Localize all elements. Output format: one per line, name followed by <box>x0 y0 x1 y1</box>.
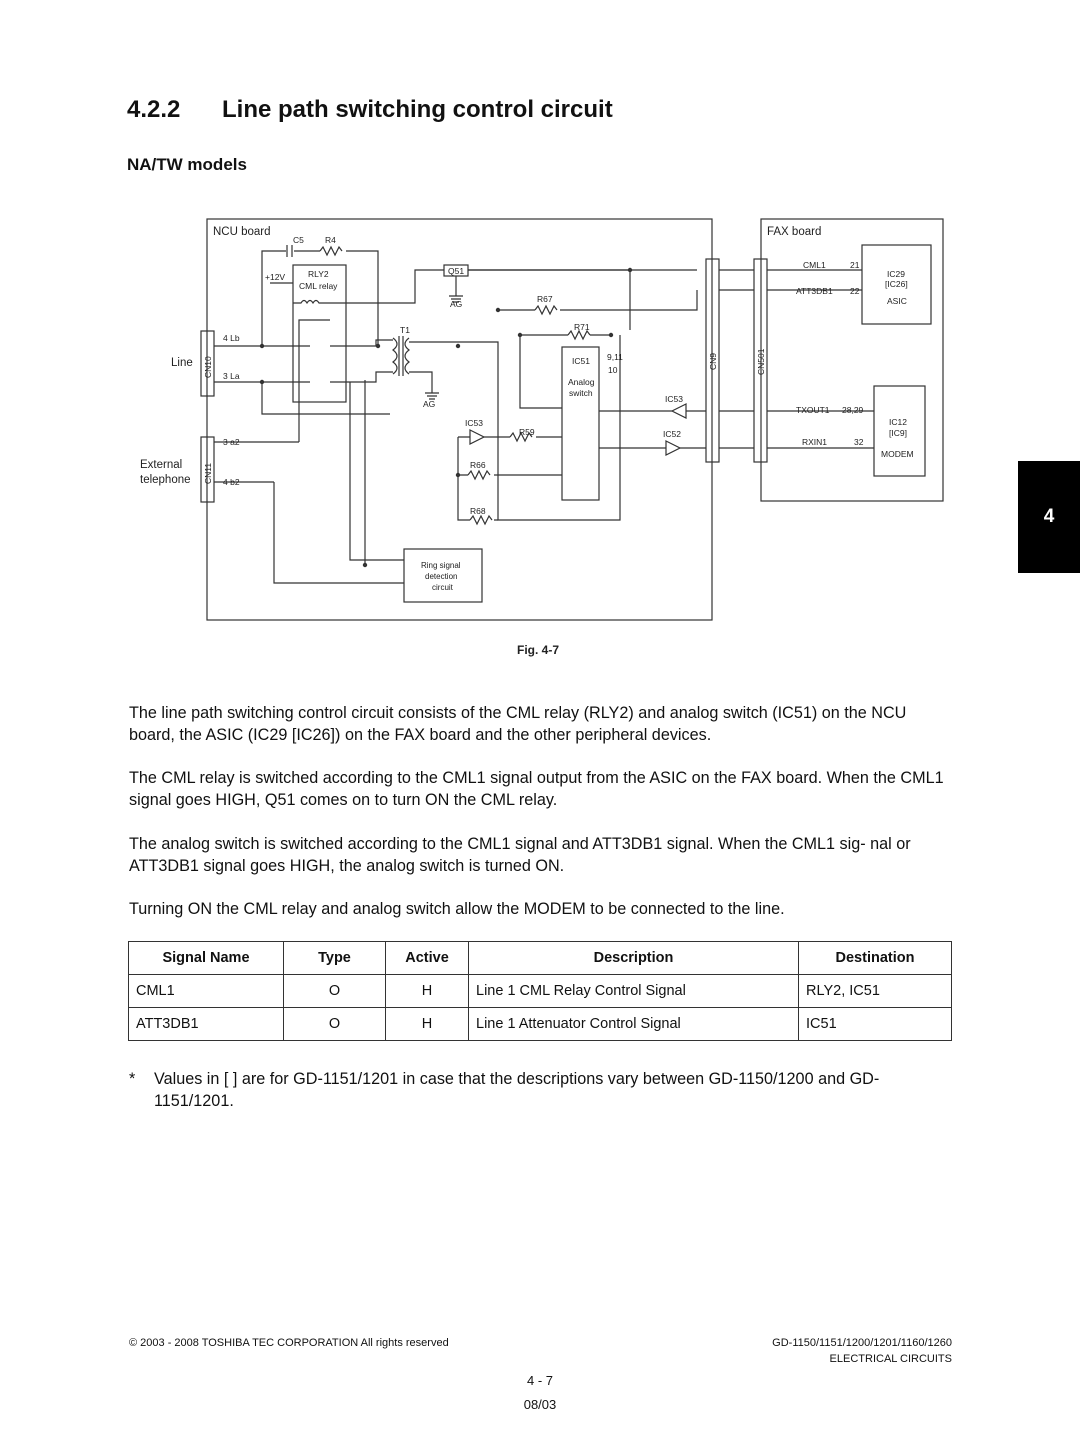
la-label: 3 La <box>223 371 240 381</box>
cell-signal-name: ATT3DB1 <box>129 1008 284 1041</box>
paragraph-4: Turning ON the CML relay and analog switch allow the MODEM to be connected to the line. <box>129 900 785 918</box>
txout1-pin-label: TXOUT1 <box>796 405 830 415</box>
ring-signal-label: Ring signal <box>421 561 461 570</box>
section-name: ELECTRICAL CIRCUITS <box>829 1353 952 1365</box>
cn11-label: CN11 <box>203 462 213 484</box>
pin-32-label: 32 <box>854 437 864 447</box>
r4-label: R4 <box>325 235 336 245</box>
cell-description: Line 1 Attenuator Control Signal <box>469 1008 799 1041</box>
footnote-mark: * <box>129 1070 136 1088</box>
ic53-label-a: IC53 <box>465 418 483 428</box>
ic26-label: [IC26] <box>885 279 908 289</box>
cml1-pin-label: CML1 <box>803 260 826 270</box>
cell-active: H <box>386 975 469 1008</box>
header-type: Type <box>284 942 386 975</box>
paragraph-2: The CML relay is switched according to the CML1 signal output from the ASIC on the FAX board. When the CML1 signal goes HIGH, Q51 comes on to turn ON the CML relay. <box>129 769 944 809</box>
circuit-label: circuit <box>432 583 453 592</box>
ic51-label: IC51 <box>572 356 590 366</box>
cn9-label: CN9 <box>708 352 718 370</box>
circuit-diagram <box>0 0 1080 670</box>
cell-type: O <box>284 975 386 1008</box>
paragraph-1: The line path switching control circuit consists of the CML relay (RLY2) and analog switch (IC51) on the NCU board, the ASIC (IC29 [IC26]) on the FAX board and the other peripheral devices. <box>129 704 907 744</box>
cell-active: H <box>386 1008 469 1041</box>
signal-table <box>128 941 952 1041</box>
pin-21-label: 21 <box>850 260 860 270</box>
cell-destination: IC51 <box>799 1008 952 1041</box>
cell-signal-name: CML1 <box>129 975 284 1008</box>
line-label: Line <box>171 357 193 369</box>
ncu-board-label: NCU board <box>213 226 271 238</box>
ic9-label: [IC9] <box>889 428 907 438</box>
ic12-label: IC12 <box>889 417 907 427</box>
v12-label: +12V <box>265 272 286 282</box>
header-description: Description <box>469 942 799 975</box>
detection-label: detection <box>425 572 458 581</box>
pin-10-label: 10 <box>608 365 618 375</box>
table-header-row <box>129 942 952 975</box>
c5-label: C5 <box>293 235 304 245</box>
section-title-text: Line path switching control circuit <box>222 96 613 123</box>
cell-type: O <box>284 1008 386 1041</box>
cell-destination: RLY2, IC51 <box>799 975 952 1008</box>
asic-label: ASIC <box>887 296 907 306</box>
t1-label: T1 <box>400 325 410 335</box>
cml-relay-label: CML relay <box>299 281 338 291</box>
ic53-label-b: IC53 <box>665 394 683 404</box>
pin-22-label: 22 <box>850 286 860 296</box>
paragraph-3: The analog switch is switched according to the CML1 signal and ATT3DB1 signal. When the CML1 sig- nal or ATT3DB1 signal goes HIGH, the analog switch is turned ON. <box>129 835 911 875</box>
header-destination: Destination <box>799 942 952 975</box>
b2-label: 4 b2 <box>223 477 240 487</box>
t1-coil-left <box>393 338 397 374</box>
rxin1-pin-label: RXIN1 <box>802 437 828 447</box>
ic29-label: IC29 <box>887 269 905 279</box>
external-label: External <box>140 459 183 471</box>
header-signal-name: Signal Name <box>129 942 284 975</box>
footnote-text: Values in [ ] are for GD-1151/1201 in case that the descriptions vary between GD-1150/1200 and GD-1151/1201. <box>154 1070 880 1110</box>
table-row <box>129 975 952 1008</box>
r67-label: R67 <box>537 294 553 304</box>
section-number: 4.2.2 <box>127 96 181 123</box>
telephone-label: telephone <box>140 474 191 486</box>
r71-label: R71 <box>574 322 590 332</box>
q51-label: Q51 <box>448 266 465 276</box>
r68-label: R68 <box>470 506 486 516</box>
pin-9-11-label: 9,11 <box>607 352 623 362</box>
figure-caption: Fig. 4-7 <box>517 643 560 657</box>
copyright: © 2003 - 2008 TOSHIBA TEC CORPORATION All rights reserved <box>129 1337 449 1349</box>
switch-label: switch <box>569 388 593 398</box>
att3db1-pin-label: ATT3DB1 <box>796 286 833 296</box>
model-numbers: GD-1150/1151/1200/1201/1160/1260 <box>772 1337 952 1349</box>
chapter-tab: 4 <box>1018 461 1080 573</box>
cn10-label: CN10 <box>203 356 213 378</box>
analog-label: Analog <box>568 377 595 387</box>
revision-date: 08/03 <box>523 1397 557 1412</box>
lb-label: 4 Lb <box>223 333 240 343</box>
r59-label: R59 <box>519 427 535 437</box>
t1-coil-right <box>405 338 409 374</box>
subsection-title: NA/TW models <box>127 155 247 174</box>
cn501-label: CN501 <box>756 348 766 375</box>
ag-label-2: AG <box>423 399 436 409</box>
page-number: 4 - 7 <box>526 1373 553 1388</box>
ic52-label: IC52 <box>663 429 681 439</box>
r66-label: R66 <box>470 460 486 470</box>
ic51-box <box>562 347 599 500</box>
fax-board-label: FAX board <box>767 226 822 238</box>
modem-label: MODEM <box>881 449 914 459</box>
cell-description: Line 1 CML Relay Control Signal <box>469 975 799 1008</box>
rly2-label: RLY2 <box>308 269 329 279</box>
a2-label: 3 a2 <box>223 437 240 447</box>
ag-label-1: AG <box>450 299 463 309</box>
table-row <box>129 1008 952 1041</box>
header-active: Active <box>386 942 469 975</box>
pin-28-29-label: 28,29 <box>842 405 864 415</box>
